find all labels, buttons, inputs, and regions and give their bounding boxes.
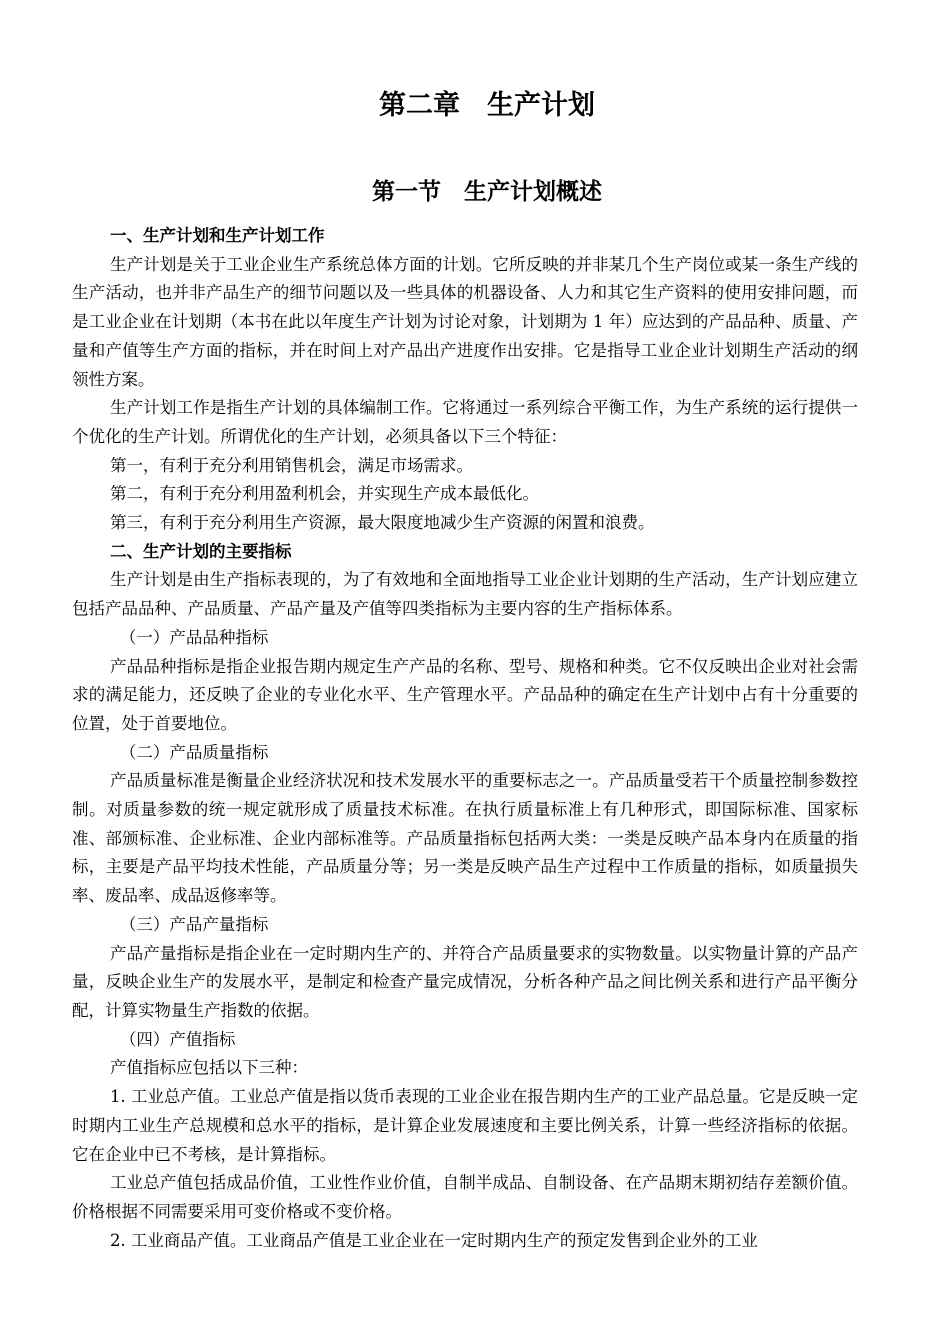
paragraph: 生产计划是由生产指标表现的，为了有效地和全面地指导工业企业计划期的生产活动，生产计划应建立包括产品品种、产品质量、产品产量及产值等四类指标为主要内容的生产指标体系。: [72, 570, 858, 619]
paragraph: 生产计划是关于工业企业生产系统总体方面的计划。它所反映的并非某几个生产岗位或某一条生产线的生产活动，也并非产品生产的细节问题以及一些具体的机器设备、人力和其它生产资料的使用安排问题，而是工业企业在计划期（本书在此以年度生产计划为讨论对象，计划期为 1 年）应达到的产品品种、质量、产量和产值等生产方面的指标，并在时间上对产品出产进度作出安排。它是指导工业企业计划期生产活动的纲领性方案。: [72, 254, 858, 389]
paragraph: 第一，有利于充分利用销售机会，满足市场需求。: [109, 455, 473, 475]
paragraph: 第三，有利于充分利用生产资源，最大限度地减少生产资源的闲置和浪费。: [109, 513, 655, 533]
paragraph: 1. 工业总产值。工业总产值是指以货币表现的工业企业在报告期内生产的工业产品总量。它是反映一定时期内工业生产总规模和总水平的指标，是计算企业发展速度和主要比例关系，计算一些经济指标的依据。它在企业中已不考核，是计算指标。: [72, 1087, 858, 1164]
subheading-1: （一）产品品种指标: [119, 627, 269, 647]
heading-1: 一、生产计划和生产计划工作: [109, 226, 325, 245]
paragraph: 2. 工业商品产值。工业商品产值是工业企业在一定时期内生产的预定发售到企业外的工业: [109, 1230, 758, 1250]
heading-2: 二、生产计划的主要指标: [109, 541, 292, 561]
paragraph: 产值指标应包括以下三种：: [109, 1058, 308, 1078]
document-body: [72, 222, 858, 1255]
subheading-3: （三）产品产量指标: [119, 914, 269, 934]
paragraph: 生产计划工作是指生产计划的具体编制工作。它将通过一系列综合平衡工作，为生产系统的运行提供一个优化的生产计划。所谓优化的生产计划，必须具备以下三个特征：: [72, 398, 858, 446]
paragraph: 工业总产值包括成品价值，工业性作业价值，自制半成品、自制设备、在产品期末期初结存差额价值。价格根据不同需要采用可变价格或不变价格。: [72, 1173, 858, 1221]
paragraph: 产品产量指标是指企业在一定时期内生产的、并符合产品质量要求的实物数量。以实物量计算的产品产量，反映企业生产的发展水平，是制定和检查产量完成情况，分析各种产品之间比例关系和进行产品平衡分配，计算实物量生产指数的依据。: [72, 943, 858, 1020]
paragraph: 产品质量标准是衡量企业经济状况和技术发展水平的重要标志之一。产品质量受若干个质量控制参数控制。对质量参数的统一规定就形成了质量技术标准。在执行质量标准上有几种形式，即国际标准、国家标准、部颁标准、企业标准、企业内部标准等。产品质量指标包括两大类：一类是反映产品本身内在质量的指标，主要是产品平均技术性能，产品质量分等；另一类是反映产品生产过程中工作质量的指标，如质量损失率、废品率、成品返修率等。: [72, 771, 858, 906]
paragraph: 第二，有利于充分利用盈利机会，并实现生产成本最低化。: [109, 484, 539, 504]
paragraph: 产品品种指标是指企业报告期内规定生产产品的名称、型号、规格和种类。它不仅反映出企业对社会需求的满足能力，还反映了企业的专业化水平、生产管理水平。产品品种的确定在生产计划中占有十分重要的位置，处于首要地位。: [72, 656, 858, 733]
section-title: 第一节 生产计划概述: [372, 178, 602, 205]
subheading-4: （四）产值指标: [119, 1029, 236, 1049]
chapter-title: 第二章 生产计划: [379, 90, 595, 121]
subheading-2: （二）产品质量指标: [119, 742, 269, 762]
